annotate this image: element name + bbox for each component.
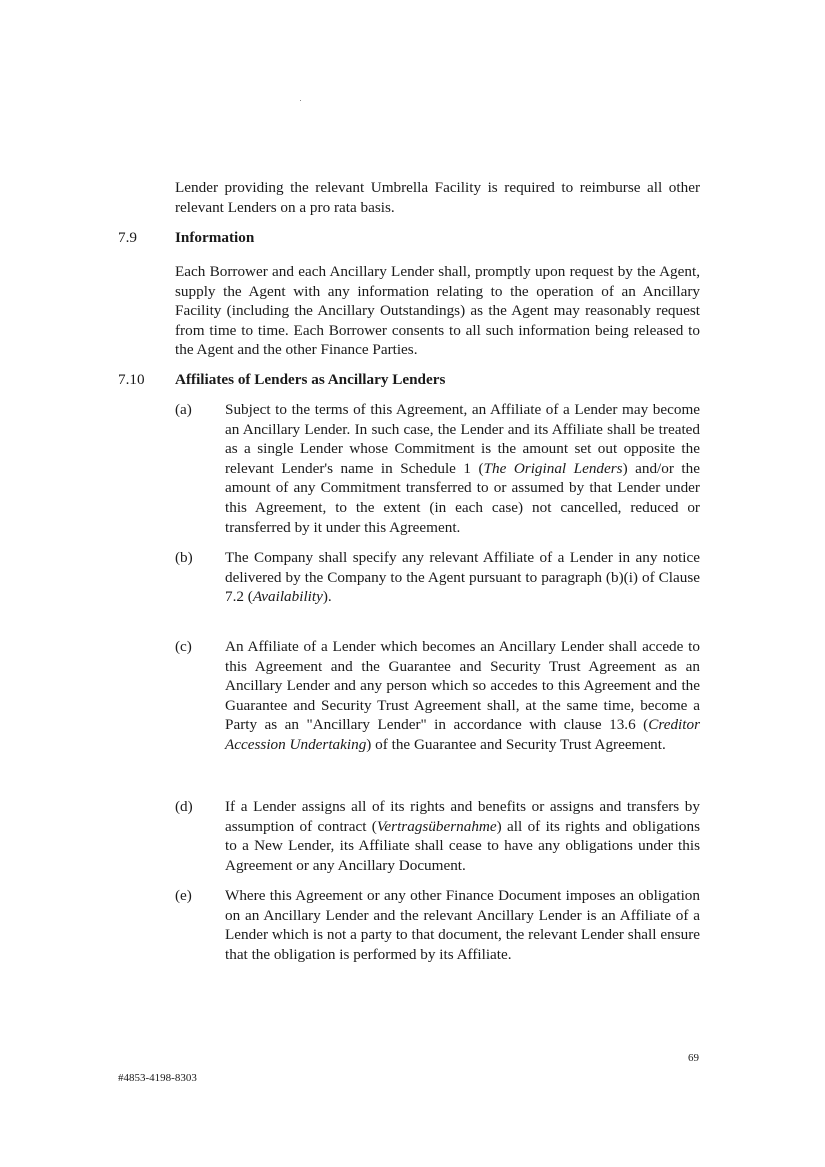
section-7-10-title: Affiliates of Lenders as Ancillary Lenders: [175, 371, 446, 388]
defined-term: Vertragsübernahme: [376, 817, 497, 835]
list-item-label: (c): [175, 638, 192, 655]
list-item-label: (e): [175, 887, 192, 904]
document-reference: #4853-4198-8303: [118, 1072, 197, 1084]
section-7-9-number: 7.9: [118, 229, 137, 246]
list-item-label: (a): [175, 401, 192, 418]
list-item-text: If a Lender assigns all of its rights and benefits or assigns and transfers by assumption of contract (Vertragsübernahme) all of its rights and obligations to a New Lender, its Affiliate shall cease to have any obligations under this Agreement or any Ancillary Document.: [225, 798, 700, 874]
scan-speck: [300, 100, 301, 101]
list-item-text: Subject to the terms of this Agreement, an Affiliate of a Lender may become an Ancillary Lender. In such case, the Lender and its Affiliate shall be treated as a single Lender whose Commitment is the amount set out opposite the relevant Lender's name in Schedule 1 (The Original Lenders) and/or the amount of any Commitment transferred to or assumed by that Lender under this Agreement, to the extent (in each case) not cancelled, reduced or transferred by it under this Agreement.: [225, 401, 700, 536]
list-item-text: Where this Agreement or any other Finance Document imposes an obligation on an Ancillary Lender and the relevant Ancillary Lender is an Affiliate of a Lender which is not a party to that document, the relevant Lender shall ensure that the obligation is performed by its Affiliate.: [225, 887, 700, 963]
page-number: 69: [688, 1052, 699, 1064]
list-item-text: The Company shall specify any relevant Affiliate of a Lender in any notice delivered by the Company to the Agent pursuant to paragraph (b)(i) of Clause 7.2 (Availability).: [225, 549, 700, 606]
list-item-label: (d): [175, 798, 193, 815]
section-7-9-title: Information: [175, 229, 255, 246]
continuation-paragraph: Lender providing the relevant Umbrella Facility is required to reimburse all other relevant Lenders on a pro rata basis.: [175, 179, 700, 216]
defined-term: Availability: [252, 588, 323, 606]
defined-term: Creditor Accession Undertaking: [225, 716, 700, 753]
list-item-text: An Affiliate of a Lender which becomes an Ancillary Lender shall accede to this Agreement and the Guarantee and Security Trust Agreement as an Ancillary Lender and any person which so accedes to this Agreement and the Guarantee and Security Trust Agreement shall, at the same time, become a Party as an "Ancillary Lender" in accordance with clause 13.6 (Creditor Accession Undertaking) of the Guarantee and Security Trust Agreement.: [225, 638, 700, 753]
list-item-label: (b): [175, 549, 193, 566]
section-7-10-number: 7.10: [118, 371, 145, 388]
defined-term: The Original Lenders: [483, 459, 623, 477]
section-7-9-body: Each Borrower and each Ancillary Lender shall, promptly upon request by the Agent, supply the Agent with any information relating to the operation of an Ancillary Facility (including the Ancillary Outstandings) as the Agent may reasonably request from time to time. Each Borrower consents to all such information being released to the Agent and the other Finance Parties.: [175, 263, 700, 359]
